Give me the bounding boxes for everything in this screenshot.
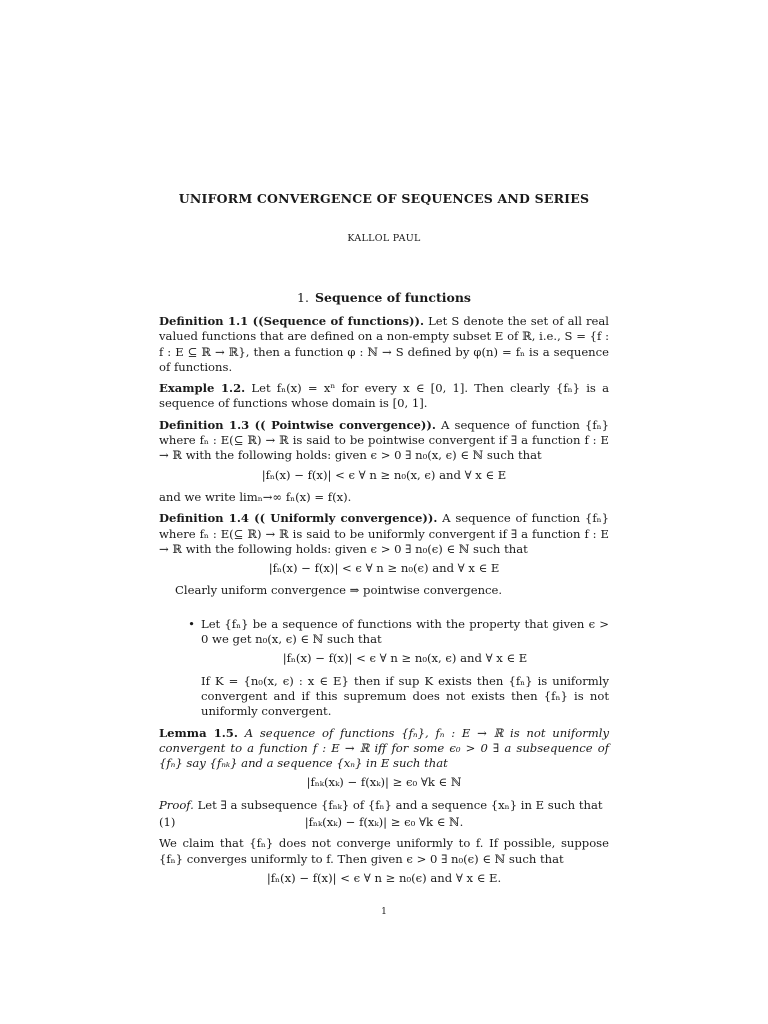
definition-text: Let S denote the set of all real valued functions that are defined on a non-empty subset E of ℝ, i.e., S = {f : f : E ⊆ ℝ → ℝ}, then a function φ : ℕ → S defined by φ(n) = fₙ is a sequence of functions.	[159, 314, 609, 374]
equation-body: |fₙₖ(xₖ) − f(xₖ)| ≥ ϵ₀ ∀k ∈ ℕ.	[304, 815, 464, 830]
definition-1-4	[159, 511, 609, 557]
bullet-content	[201, 617, 609, 726]
paper-title: UNIFORM CONVERGENCE OF SEQUENCES AND SERIES	[178, 191, 590, 206]
lemma-1-5	[159, 726, 609, 772]
bullet-followup-text: If K = {n₀(x, ϵ) : x ∈ E} then if sup K exists then {fₙ} is uniformly convergent and if this supremum does not exists then {fₙ} is not uniformly convergent.	[201, 673, 609, 719]
display-equation: |fₙ(x) − f(x)| < ϵ ∀ n ≥ n₀(ϵ) and ∀ x ∈ E	[268, 561, 500, 576]
definition-label: Definition 1.3 (( Pointwise convergence)).	[159, 417, 436, 432]
author-name: KALLOL PAUL	[347, 233, 421, 244]
proof-continuation-text: We claim that {fₙ} does not converge uniformly to f. If possible, suppose {fₙ} converges uniformly to f. Then given ϵ > 0 ∃ n₀(ϵ) ∈ ℕ such that	[159, 836, 609, 866]
definition-1-3	[159, 418, 609, 464]
bullet-marker: •	[188, 616, 195, 631]
proof-text: Let ∃ a subsequence {fₙₖ} of {fₙ} and a sequence {xₙ} in E such that	[197, 797, 603, 812]
proof-label: Proof.	[159, 797, 194, 812]
lemma-label: Lemma 1.5.	[159, 725, 238, 740]
definition-text: A sequence of function {fₙ} where fₙ : E(⊆ ℝ) → ℝ is said to be uniformly convergent if ∃ a function f : E → ℝ with the following holds: given ϵ > 0 ∃ n₀(ϵ) ∈ ℕ such that	[159, 511, 610, 556]
limit-notation-text: and we write limₙ→∞ fₙ(x) = f(x).	[159, 489, 352, 504]
display-equation: |fₙₖ(xₖ) − f(xₖ)| ≥ ϵ₀ ∀k ∈ ℕ	[306, 775, 462, 790]
lemma-text: A sequence of functions {fₙ}, fₙ : E → ℝ is not uniformly convergent to a function f : E → ℝ iff for some ϵ₀ > 0 ∃ a subsequence of {fₙ} say {fₙₖ} and a sequence {xₙ} in E such that	[159, 725, 610, 771]
definition-1-1	[159, 314, 609, 375]
example-text: Let fₙ(x) = xⁿ for every x ∈ [0, 1]. Then clearly {fₙ} is a sequence of functions whose domain is [0, 1].	[159, 381, 609, 411]
bullet-text: Let {fₙ} be a sequence of functions with the property that given ϵ > 0 we get n₀(x, ϵ) ∈ ℕ such that	[201, 616, 609, 647]
example-label: Example 1.2.	[159, 381, 246, 396]
definition-text: A sequence of function {fₙ} where fₙ : E(⊆ ℝ) → ℝ is said to be pointwise convergent if ∃ a function f : E → ℝ with the following holds: given ϵ > 0 ∃ n₀(x, ϵ) ∈ ℕ such that	[159, 417, 610, 463]
definition-label: Definition 1.4 (( Uniformly convergence)).	[159, 511, 438, 526]
display-equation: |fₙ(x) − f(x)| < ϵ ∀ n ≥ n₀(x, ϵ) and ∀ x ∈ E	[261, 467, 507, 482]
page-number: 1	[381, 907, 387, 917]
equation-number: (1)	[159, 815, 176, 830]
remark-text: Clearly uniform convergence ⇒ pointwise convergence.	[175, 583, 503, 598]
numbered-equation	[159, 815, 609, 830]
display-equation: |fₙ(x) − f(x)| < ϵ ∀ n ≥ n₀(x, ϵ) and ∀ x ∈ E	[282, 651, 528, 666]
section-number: 1.	[297, 290, 309, 305]
proof-paragraph	[159, 798, 609, 813]
example-1-2	[159, 381, 609, 412]
paper-body	[159, 314, 609, 893]
display-equation: |fₙ(x) − f(x)| < ϵ ∀ n ≥ n₀(ϵ) and ∀ x ∈ E.	[266, 870, 502, 885]
bullet-item	[159, 617, 609, 726]
section-name: Sequence of functions	[314, 290, 471, 305]
section-heading	[0, 290, 768, 305]
definition-label: Definition 1.1 ((Sequence of functions)).	[159, 314, 425, 328]
